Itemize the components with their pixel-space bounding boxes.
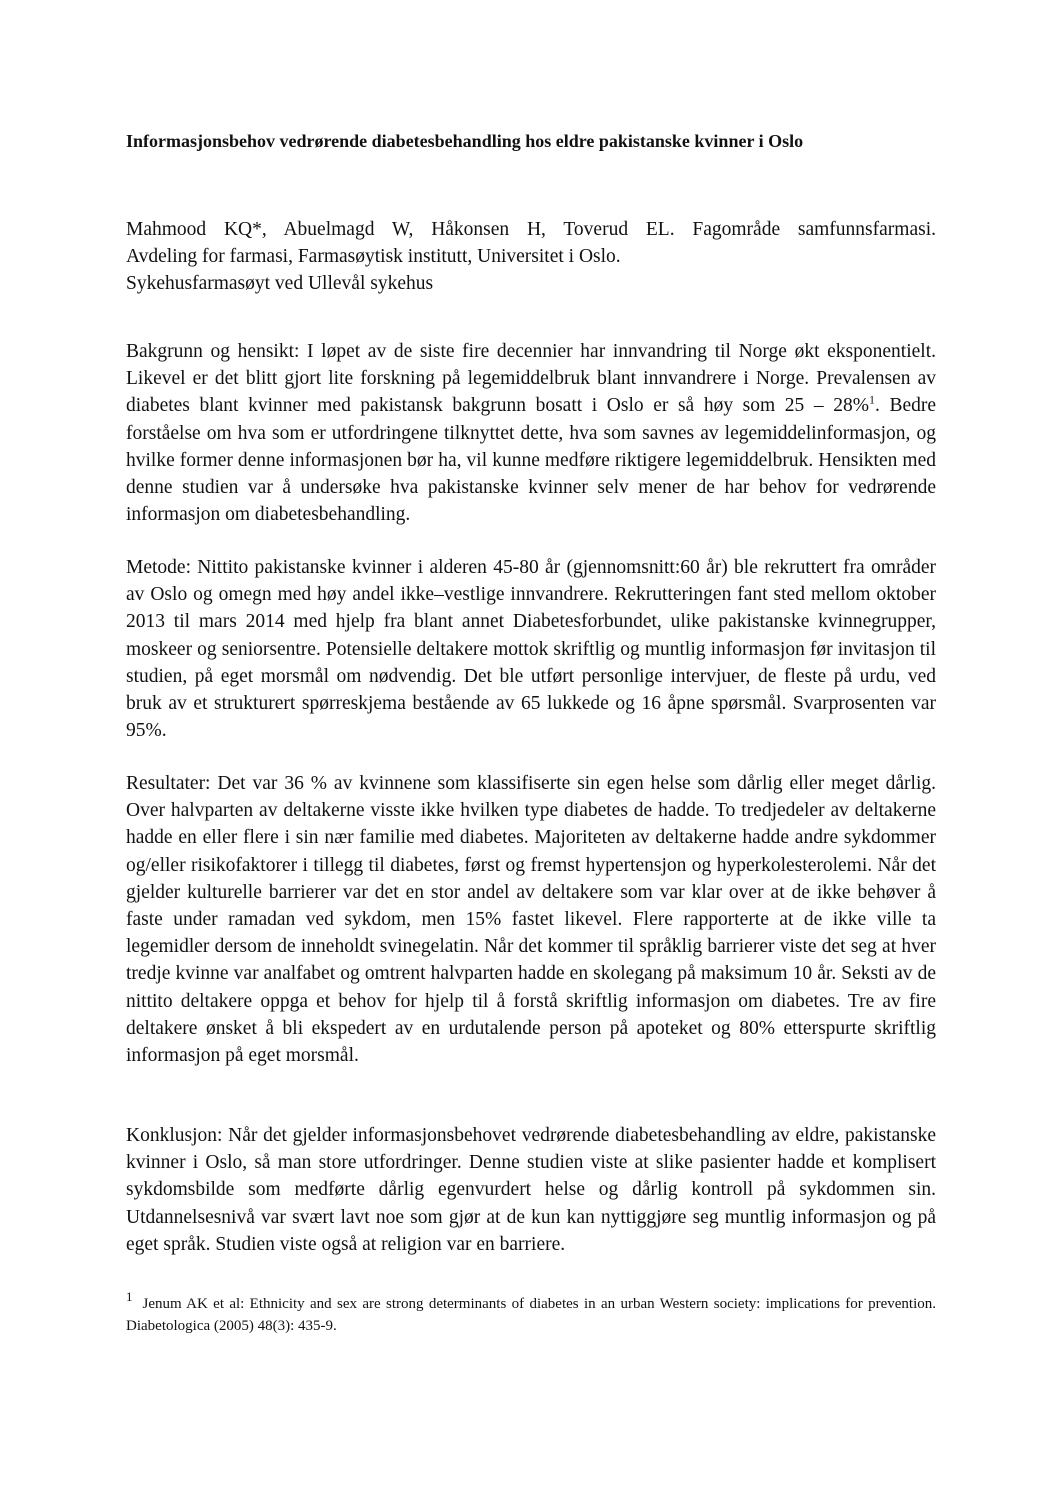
footnote-marker: 1 [126, 1289, 133, 1304]
section-resultater [126, 770, 936, 1069]
metode-paragraph: Metode: Nittito pakistanske kvinner i alderen 45-80 år (gjennomsnitt:60 år) ble rekruttert fra områder av Oslo og omegn med høy andel ikke–vestlige innvandrere. Rekrutteringen fant sted mellom oktober 2013 til mars 2014 med hjelp fra blant annet Diabetesforbundet, ulike pakistanske kvinnegrupper, moskeer og seniorsentre. Potensielle deltakere mottok skriftlig og muntlig informasjon før invitasjon til studien, på eget morsmål om nødvendig. Det ble utført personlige intervjuer, de fleste på urdu, ved bruk av et strukturert spørreskjema bestående av 65 lukkede og 16 åpne spørsmål. Svarprosenten var 95%. [126, 557, 936, 742]
section-bakgrunn [126, 338, 936, 528]
document-title: Informasjonsbehov vedrørende diabetesbehandling hos eldre pakistanske kvinner i Oslo [126, 131, 804, 151]
footnote-reference: 1 [868, 392, 875, 407]
resultater-paragraph: Resultater: Det var 36 % av kvinnene som klassifiserte sin egen helse som dårlig eller meget dårlig. Over halvparten av deltakerne visste ikke hvilken type diabetes de hadde. To tredjedeler av deltakerne hadde en eller flere i sin nær familie med diabetes. Majoriteten av deltakerne hadde andre sykdommer og/eller risikofaktorer i tillegg til diabetes, først og fremst hypertensjon og hyperkolesterolemi. Når det gjelder kulturelle barrierer var det en stor andel av deltakere som var klar over at de ikke behøver å faste under ramadan ved sykdom, men 15% fastet likevel. Flere rapporterte at de ikke ville ta legemidler dersom de inneholdt svinegelatin. Når det kommer til språklig barrierer viste det seg at hver tredje kvinne var analfabet og omtrent halvparten hadde en skolegang på maksimum 10 år. Seksti av de nittito deltakere oppga et behov for hjelp til å forstå skriftlig informasjon om diabetes. Tre av fire deltakere ønsket å bli ekspedert av en urdutalende person på apoteket og 80% etterspurte skriftlig informasjon på eget morsmål. [126, 773, 936, 1067]
bakgrunn-text-start: Bakgrunn og hensikt: I løpet av de siste fire decennier har innvandring til Norge økt eksponentielt. Likevel er det blitt gjort lite forskning på legemiddelbruk blant innvandrere i Norge. Prevalensen av diabetes blant kvinner med pakistansk bakgrunn bosatt i Oslo er så høy som 25 – 28% [126, 341, 936, 417]
footnote [126, 1286, 936, 1337]
author-line: Mahmood KQ*, Abuelmagd W, Håkonsen H, Toverud EL. Fagområde samfunnsfarmasi. [126, 219, 936, 240]
konklusjon-paragraph: Konklusjon: Når det gjelder informasjonsbehovet vedrørende diabetesbehandling av eldre, pakistanske kvinner i Oslo, så man store utfordringer. Denne studien viste at slike pasienter hadde et komplisert sykdomsbilde som medførte dårlig egenvurdert helse og dårlig kontroll på sykdommen sin. Utdannelsesnivå var svært lavt noe som gjør at de kun kan nyttiggjøre seg muntlig informasjon og på eget språk. Studien viste også at religion var en barriere. [126, 1125, 936, 1255]
section-metode [126, 554, 936, 744]
bakgrunn-text-end: . Bedre forståelse om hva som er utfordringene tilknyttet dette, hva som savnes av legemiddelinformasjon, og hvilke former denne informasjonen bør ha, vil kunne medføre riktigere legemiddelbruk. Hensikten med denne studien var å undersøke hva pakistanske kvinner selv mener de har behov for vedrørende informasjon om diabetesbehandling. [126, 395, 937, 526]
footnote-text: Jenum AK et al: Ethnicity and sex are strong determinants of diabetes in an urban Western society: implications for prevention. Diabetologica (2005) 48(3): 435-9. [126, 1296, 936, 1334]
author-affiliation-block [126, 216, 936, 297]
bakgrunn-paragraph [126, 338, 936, 528]
section-konklusjon [126, 1122, 936, 1258]
affiliation-line-hospital: Sykehusfarmasøyt ved Ullevål sykehus [126, 273, 434, 294]
affiliation-line: Avdeling for farmasi, Farmasøytisk institutt, Universitet i Oslo. [126, 246, 621, 267]
